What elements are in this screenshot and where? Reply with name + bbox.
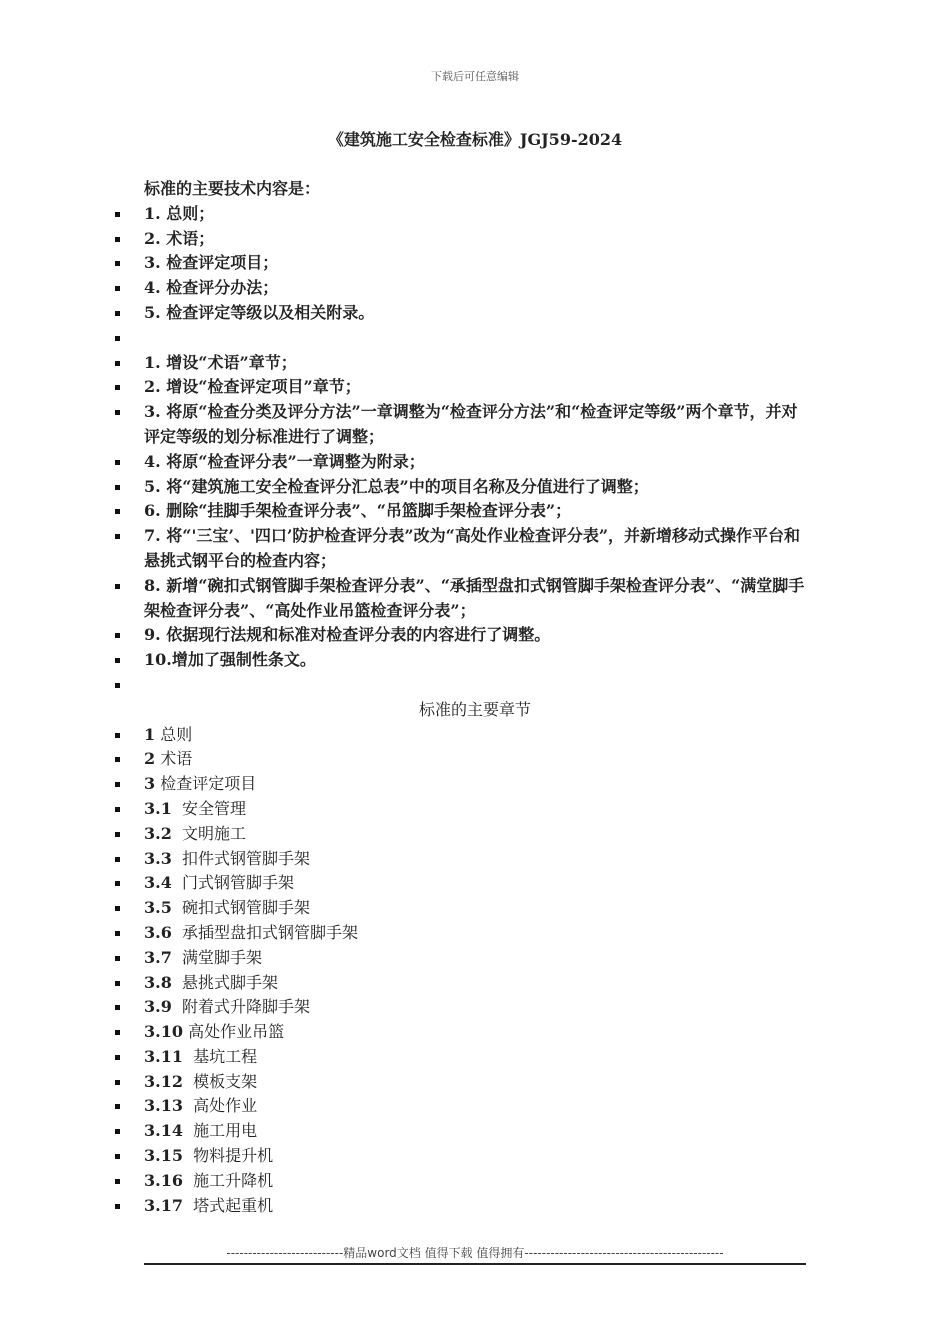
item-text: 增设“术语”章节； (166, 352, 297, 372)
item-number: 3.1 (144, 798, 172, 818)
item-number: 1 (144, 724, 156, 744)
item-text: 检查评定项目； (166, 253, 279, 273)
item-number: 3.16 (144, 1170, 183, 1190)
item-number: 3.13 (144, 1096, 183, 1116)
intro-heading: 标准的主要技术内容是： (144, 179, 321, 198)
header-note: 下载后可任意编辑 (431, 70, 519, 83)
list-item-empty (0, 326, 950, 351)
item-text: 悬挑式脚手架 (182, 972, 279, 992)
list-item (0, 871, 950, 896)
item-text: 文明施工 (182, 823, 247, 843)
list-item (0, 772, 950, 797)
list-item (0, 723, 950, 748)
list-item-empty (0, 673, 950, 698)
item-number: 6. (144, 501, 161, 521)
list-item (0, 847, 950, 872)
list-item (0, 1144, 950, 1169)
item-number: 3.5 (144, 898, 172, 918)
item-text: 检查评分办法； (166, 278, 279, 298)
item-text: 塔式起重机 (193, 1195, 274, 1215)
revisions-list (0, 351, 950, 698)
item-text: 检查评定项目 (160, 774, 257, 794)
list-item (0, 450, 950, 475)
item-text: 术语； (166, 228, 215, 248)
list-item (0, 499, 950, 524)
list-item (0, 351, 950, 376)
list-item (0, 623, 950, 648)
technical-contents-list (0, 202, 950, 351)
item-text: 术语 (160, 749, 193, 769)
list-item (0, 251, 950, 276)
item-text: 承插型盘扣式钢管脚手架 (182, 922, 359, 942)
item-number: 2 (144, 749, 156, 769)
list-item (0, 1070, 950, 1095)
list-item (0, 202, 950, 227)
item-text: 模板支架 (193, 1071, 258, 1091)
list-item (0, 276, 950, 301)
list-item (0, 574, 950, 624)
list-item (0, 797, 950, 822)
item-text: 将原“检查分类及评分方法”一章调整为“检查评分方法”和“检查评定等级”两个章节，并对评定等级的划分标准进行了调整； (144, 402, 798, 446)
item-number: 3.14 (144, 1121, 183, 1141)
item-text: 将“'三宝’、'四口’防护检查评分表”改为“高处作业检查评分表”，并新增移动式操作平台和悬挑式钢平台的检查内容； (144, 526, 801, 570)
item-text: 施工用电 (193, 1121, 258, 1141)
item-number: 3.10 (144, 1022, 183, 1042)
list-item (0, 995, 950, 1020)
list-item (0, 648, 950, 673)
item-text: 物料提升机 (193, 1146, 274, 1166)
item-text: 删除“挂脚手架检查评分表”、“吊篮脚手架检查评分表”； (166, 501, 572, 521)
item-number: 1. (144, 352, 161, 372)
item-text: 高处作业 (193, 1096, 258, 1116)
item-number: 5. (144, 476, 161, 496)
item-text: 满堂脚手架 (182, 947, 263, 967)
item-text: 扣件式钢管脚手架 (182, 848, 311, 868)
item-number: 3. (144, 253, 161, 273)
item-text: 附着式升降脚手架 (182, 997, 311, 1017)
list-item (0, 400, 950, 450)
item-text: 将“建筑施工安全检查评分汇总表”中的项目名称及分值进行了调整； (166, 476, 649, 496)
document-body (0, 177, 950, 1218)
item-text: 增加了强制性条文。 (171, 650, 316, 670)
document-title: 《建筑施工安全检查标准》JGJ59-2024 (327, 130, 623, 149)
list-item (0, 301, 950, 326)
list-item (0, 1194, 950, 1219)
item-text: 新增“碗扣式钢管脚手架检查评分表”、“承插型盘扣式钢管脚手架检查评分表”、“满堂脚手架检查评分表”、“高处作业吊篮检查评分表”； (144, 575, 805, 620)
list-item (0, 1045, 950, 1070)
item-number: 3.8 (144, 972, 172, 992)
item-number: 9. (144, 625, 161, 645)
item-text: 施工升降机 (193, 1170, 274, 1190)
item-number: 3.4 (144, 873, 172, 893)
item-number: 3.12 (144, 1071, 183, 1091)
item-number: 3.7 (144, 947, 172, 967)
item-number: 1. (144, 203, 161, 223)
item-text: 依据现行法规和标准对检查评分表的内容进行了调整。 (166, 625, 551, 645)
list-item (0, 227, 950, 252)
list-item (0, 524, 950, 574)
item-number: 3.3 (144, 848, 172, 868)
item-number: 4. (144, 451, 161, 471)
list-item (0, 1119, 950, 1144)
list-item (0, 971, 950, 996)
item-number: 3. (144, 402, 161, 422)
item-number: 3.2 (144, 823, 172, 843)
list-item (0, 1020, 950, 1045)
list-item (0, 921, 950, 946)
item-number: 3 (144, 774, 156, 794)
chapters-heading: 标准的主要章节 (418, 699, 531, 719)
item-number: 3.6 (144, 922, 172, 942)
list-item (0, 1169, 950, 1194)
list-item (0, 375, 950, 400)
list-item (0, 822, 950, 847)
list-item (0, 896, 950, 921)
item-text: 总则； (166, 203, 215, 223)
item-text: 安全管理 (182, 798, 247, 818)
list-item (0, 747, 950, 772)
item-text: 将原“检查评分表”一章调整为附录； (166, 451, 425, 471)
item-text: 高处作业吊篮 (188, 1022, 285, 1042)
item-text: 检查评定等级以及相关附录。 (166, 302, 375, 322)
item-number: 3.15 (144, 1146, 183, 1166)
list-item (0, 1094, 950, 1119)
item-number: 3.11 (144, 1046, 183, 1066)
item-number: 10. (144, 650, 172, 670)
item-text: 碗扣式钢管脚手架 (182, 898, 311, 918)
item-number: 3.9 (144, 997, 172, 1017)
item-number: 5. (144, 302, 161, 322)
item-number: 8. (144, 575, 161, 595)
item-number: 3.17 (144, 1195, 183, 1215)
list-item (0, 946, 950, 971)
item-text: 增设“检查评定项目”章节； (166, 377, 361, 397)
item-text: 基坑工程 (193, 1046, 258, 1066)
page-footer: ---------------------------精品word文档 值得下载 值得拥有---------------------------------------------- (144, 1244, 806, 1265)
item-number: 2. (144, 377, 161, 397)
item-number: 2. (144, 228, 161, 248)
chapters-list (0, 723, 950, 1219)
list-item (0, 475, 950, 500)
item-number: 4. (144, 278, 161, 298)
item-text: 门式钢管脚手架 (182, 873, 295, 893)
item-text: 总则 (160, 724, 193, 744)
item-number: 7. (144, 526, 161, 546)
